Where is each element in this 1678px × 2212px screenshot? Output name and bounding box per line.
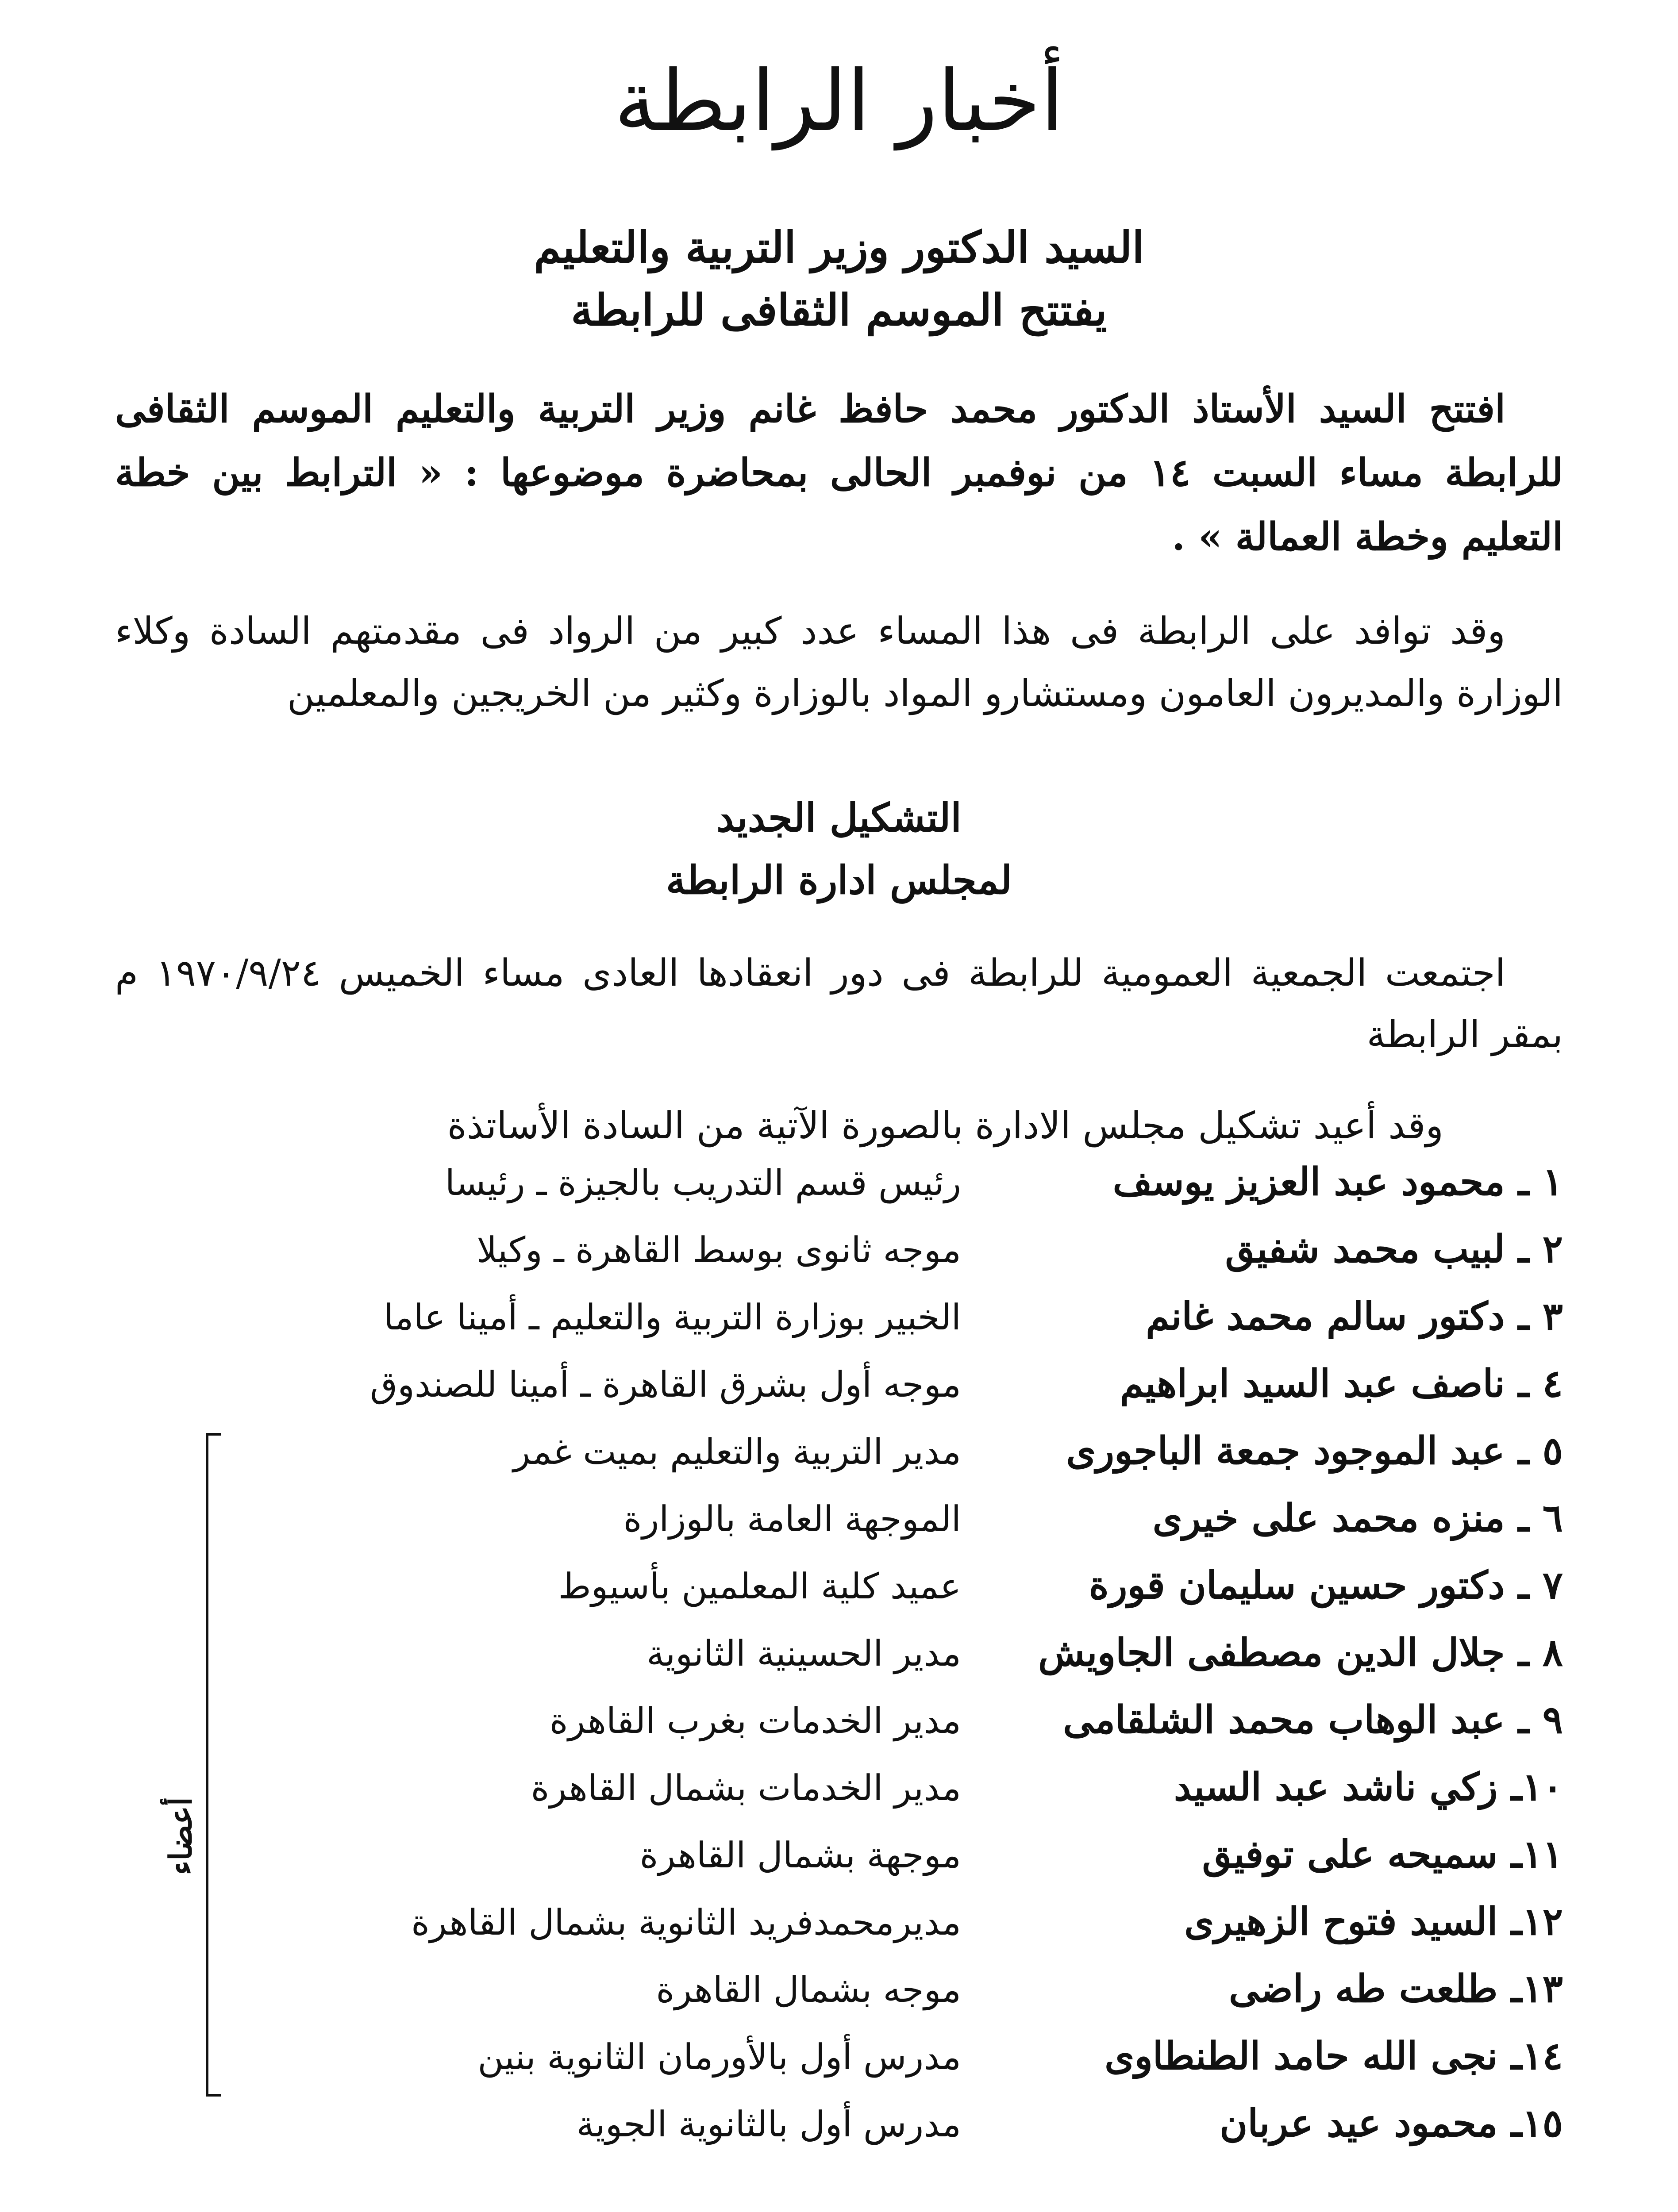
member-row	[115, 1361, 1563, 1429]
member-role: موجه بشمال القاهرة	[656, 1969, 961, 2011]
member-row	[115, 1966, 1563, 2034]
article1-lead-paragraph: افتتح السيد الأستاذ الدكتور محمد حافظ غانم وزير التربية والتعليم الموسم الثقافى للرابطة مساء السبت ١٤ من نوفمبر الحالى بمحاضرة موضوعها : « الترابط بين خطة التعليم وخطة العمالة » .	[115, 386, 1563, 559]
member-name: ١٢ـ السيد فتوح الزهيرى	[1184, 1899, 1563, 1944]
member-role: مدير الخدمات بغرب القاهرة	[549, 1700, 961, 1742]
member-row	[115, 2101, 1563, 2168]
article2-body-paragraph: اجتمعت الجمعية العمومية للرابطة فى دور انعقادها العادى مساء الخميس ١٩٧٠/٩/٢٤ م بمقر الرابطة	[115, 951, 1563, 1056]
member-row	[115, 2034, 1563, 2101]
member-name: ٧ ـ دكتور حسين سليمان قورة	[1089, 1563, 1563, 1608]
member-row	[115, 1227, 1563, 1294]
member-name: ١٠ـ زكي ناشد عبد السيد	[1174, 1765, 1563, 1810]
member-row	[115, 1496, 1563, 1563]
article1-headline-line1: السيد الدكتور وزير التربية والتعليم	[534, 222, 1144, 273]
members-bracket-label: أعضاء	[162, 1797, 199, 1876]
member-name: ٣ ـ دكتور سالم محمد غانم	[1146, 1294, 1563, 1339]
member-row	[115, 1563, 1563, 1630]
board-members-list	[115, 1160, 1563, 2168]
member-role: الموجهة العامة بالوزارة	[623, 1498, 961, 1540]
member-row	[115, 1630, 1563, 1697]
member-row	[115, 1697, 1563, 1765]
member-name: ١٣ـ طلعت طه راضى	[1229, 1966, 1563, 2012]
member-role: مديرمحمدفريد الثانوية بشمال القاهرة	[411, 1902, 961, 1943]
article2-title-line1: التشكيل الجديد	[716, 795, 962, 841]
member-name: ٦ ـ منزه محمد على خيرى	[1152, 1496, 1563, 1541]
member-role: مدير الحسينية الثانوية	[647, 1633, 961, 1674]
member-role: موجهة بشمال القاهرة	[639, 1835, 961, 1876]
member-name: ١١ـ سميحه على توفيق	[1202, 1832, 1563, 1877]
member-row	[115, 1899, 1563, 1966]
article2-title-line2: لمجلس ادارة الرابطة	[666, 857, 1012, 903]
member-role: مدرس أول بالأورمان الثانوية بنين	[477, 2036, 961, 2078]
member-role: مدير التربية والتعليم بميت غمر	[513, 1431, 961, 1473]
members-bracket	[206, 1433, 221, 2097]
article1-headline-line2: يفتتح الموسم الثقافى للرابطة	[571, 284, 1107, 336]
member-row	[115, 1765, 1563, 1832]
member-name: ١٥ـ محمود عيد عربان	[1220, 2101, 1563, 2146]
member-row	[115, 1832, 1563, 1899]
member-name: ٥ ـ عبد الموجود جمعة الباجورى	[1066, 1429, 1563, 1474]
member-name: ١٤ـ نجى الله حامد الطنطاوى	[1105, 2034, 1563, 2079]
member-role: مدير الخدمات بشمال القاهرة	[531, 1767, 961, 1809]
member-row	[115, 1429, 1563, 1496]
member-name: ٤ ـ ناصف عبد السيد ابراهيم	[1120, 1361, 1563, 1406]
member-role: مدرس أول بالثانوية الجوية	[576, 2104, 961, 2145]
article2-members-intro: وقد أعيد تشكيل مجلس الادارة بالصورة الآتية من السادة الأساتذة	[447, 1104, 1443, 1148]
member-role: الخبير بوزارة التربية والتعليم ـ أمينا عاما	[384, 1297, 961, 1338]
member-name: ٨ ـ جلال الدين مصطفى الجاويش	[1038, 1630, 1563, 1675]
article-minister-opening	[115, 216, 1563, 725]
masthead-title: أخبار الرابطة	[614, 52, 1064, 150]
member-name: ٢ ـ لبيب محمد شفيق	[1225, 1227, 1563, 1272]
article1-body-paragraph: وقد توافد على الرابطة فى هذا المساء عدد كبير من الرواد فى مقدمتهم السادة وكلاء الوزارة والمديرون العامون ومستشارو المواد بالوزارة وكثير من الخريجين والمعلمين	[115, 609, 1563, 715]
article-new-board	[115, 787, 1563, 2168]
member-row	[115, 1294, 1563, 1361]
member-name: ٩ ـ عبد الوهاب محمد الشلقامى	[1063, 1697, 1563, 1743]
member-role: عميد كلية المعلمين بأسيوط	[558, 1566, 961, 1607]
member-row	[115, 1160, 1563, 1227]
member-name: ١ ـ محمود عبد العزيز يوسف	[1112, 1160, 1563, 1205]
member-role: موجه ثانوى بوسط القاهرة ـ وكيلا	[477, 1229, 961, 1271]
member-role: موجه أول بشرق القاهرة ـ أمينا للصندوق	[370, 1364, 961, 1406]
member-role: رئيس قسم التدريب بالجيزة ـ رئيسا	[445, 1162, 961, 1204]
